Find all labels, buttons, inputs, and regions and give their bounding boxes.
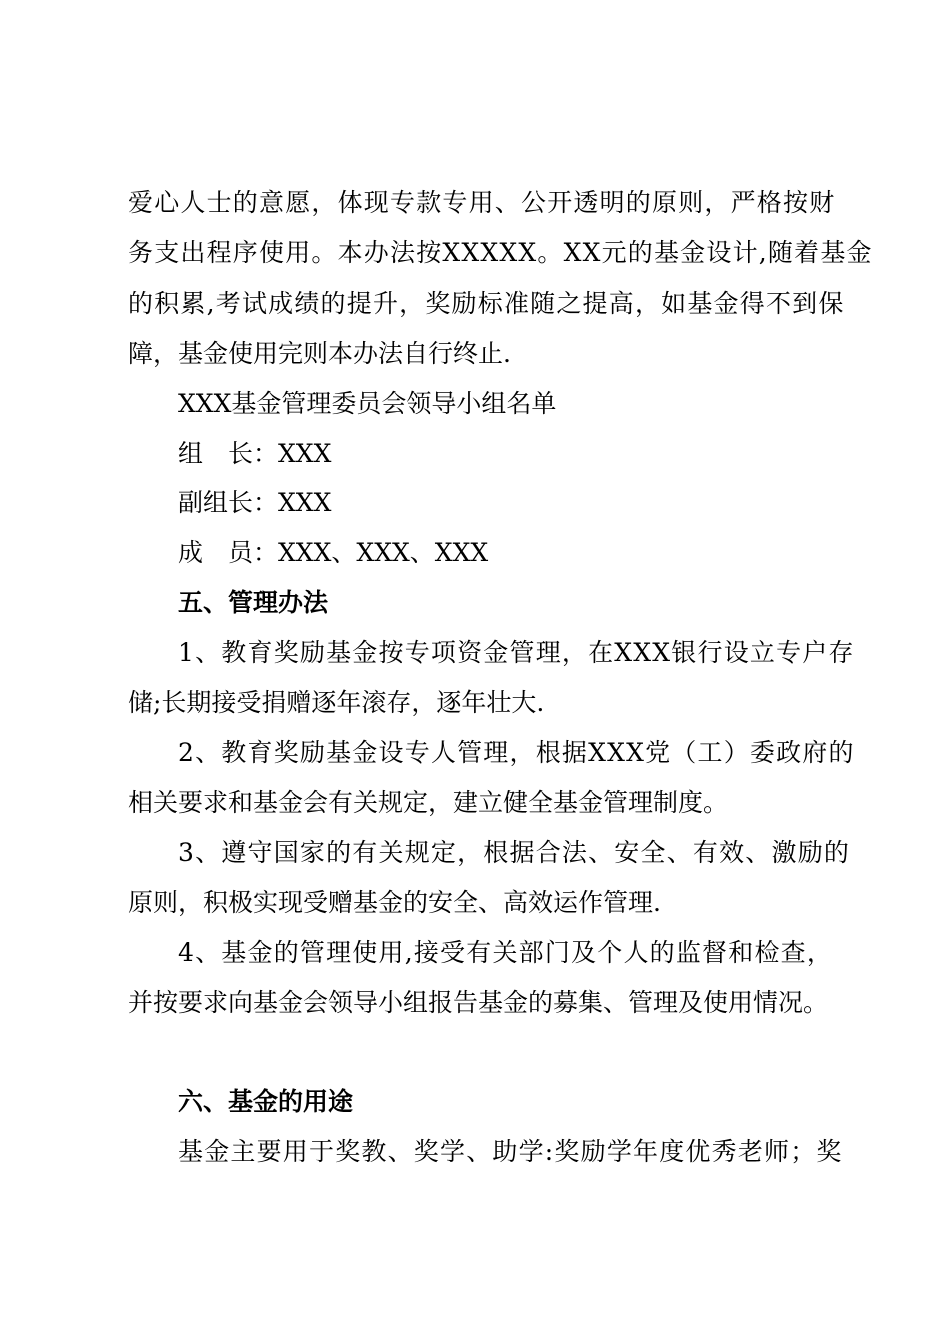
- leadership-members: 成 员：XXX、XXX、XXX: [178, 538, 489, 567]
- leadership-deputy-leader: 副组长：XXX: [178, 488, 332, 517]
- intro-line-2: 务支出程序使用。本办法按XXXXX。XX元的基金设计,随着基金: [128, 238, 873, 267]
- item-4-line-2: 并按要求向基金会领导小组报告基金的募集、管理及使用情况。: [128, 988, 829, 1017]
- item-2-line-1: 2、教育奖励基金设专人管理，根据XXX党（工）委政府的: [178, 738, 855, 767]
- item-1-line-2: 储;长期接受捐赠逐年滚存，逐年壮大.: [128, 688, 545, 717]
- item-1-line-1: 1、教育奖励基金按专项资金管理，在XXX银行设立专户存: [178, 638, 855, 667]
- intro-line-3: 的积累,考试成绩的提升，奖励标准随之提高，如基金得不到保: [128, 289, 845, 318]
- section-six-line-1: 基金主要用于奖教、奖学、助学:奖励学年度优秀老师；奖: [178, 1137, 843, 1166]
- intro-line-4: 障，基金使用完则本办法自行终止.: [128, 339, 511, 368]
- item-2-line-2: 相关要求和基金会有关规定，建立健全基金管理制度。: [128, 788, 729, 817]
- section-five-heading: 五、管理办法: [178, 588, 329, 617]
- item-4-line-1: 4、基金的管理使用,接受有关部门及个人的监督和检查，: [178, 938, 834, 967]
- leadership-group-title: XXX基金管理委员会领导小组名单: [178, 389, 557, 418]
- item-3-line-2: 原则，积极实现受赠基金的安全、高效运作管理.: [128, 888, 661, 917]
- intro-line-1: 爱心人士的意愿，体现专款专用、公开透明的原则，严格按财: [128, 188, 836, 217]
- leadership-leader: 组 长：XXX: [178, 439, 332, 468]
- section-six-heading: 六、基金的用途: [178, 1087, 354, 1116]
- item-3-line-1: 3、遵守国家的有关规定，根据合法、安全、有效、激励的: [178, 838, 851, 867]
